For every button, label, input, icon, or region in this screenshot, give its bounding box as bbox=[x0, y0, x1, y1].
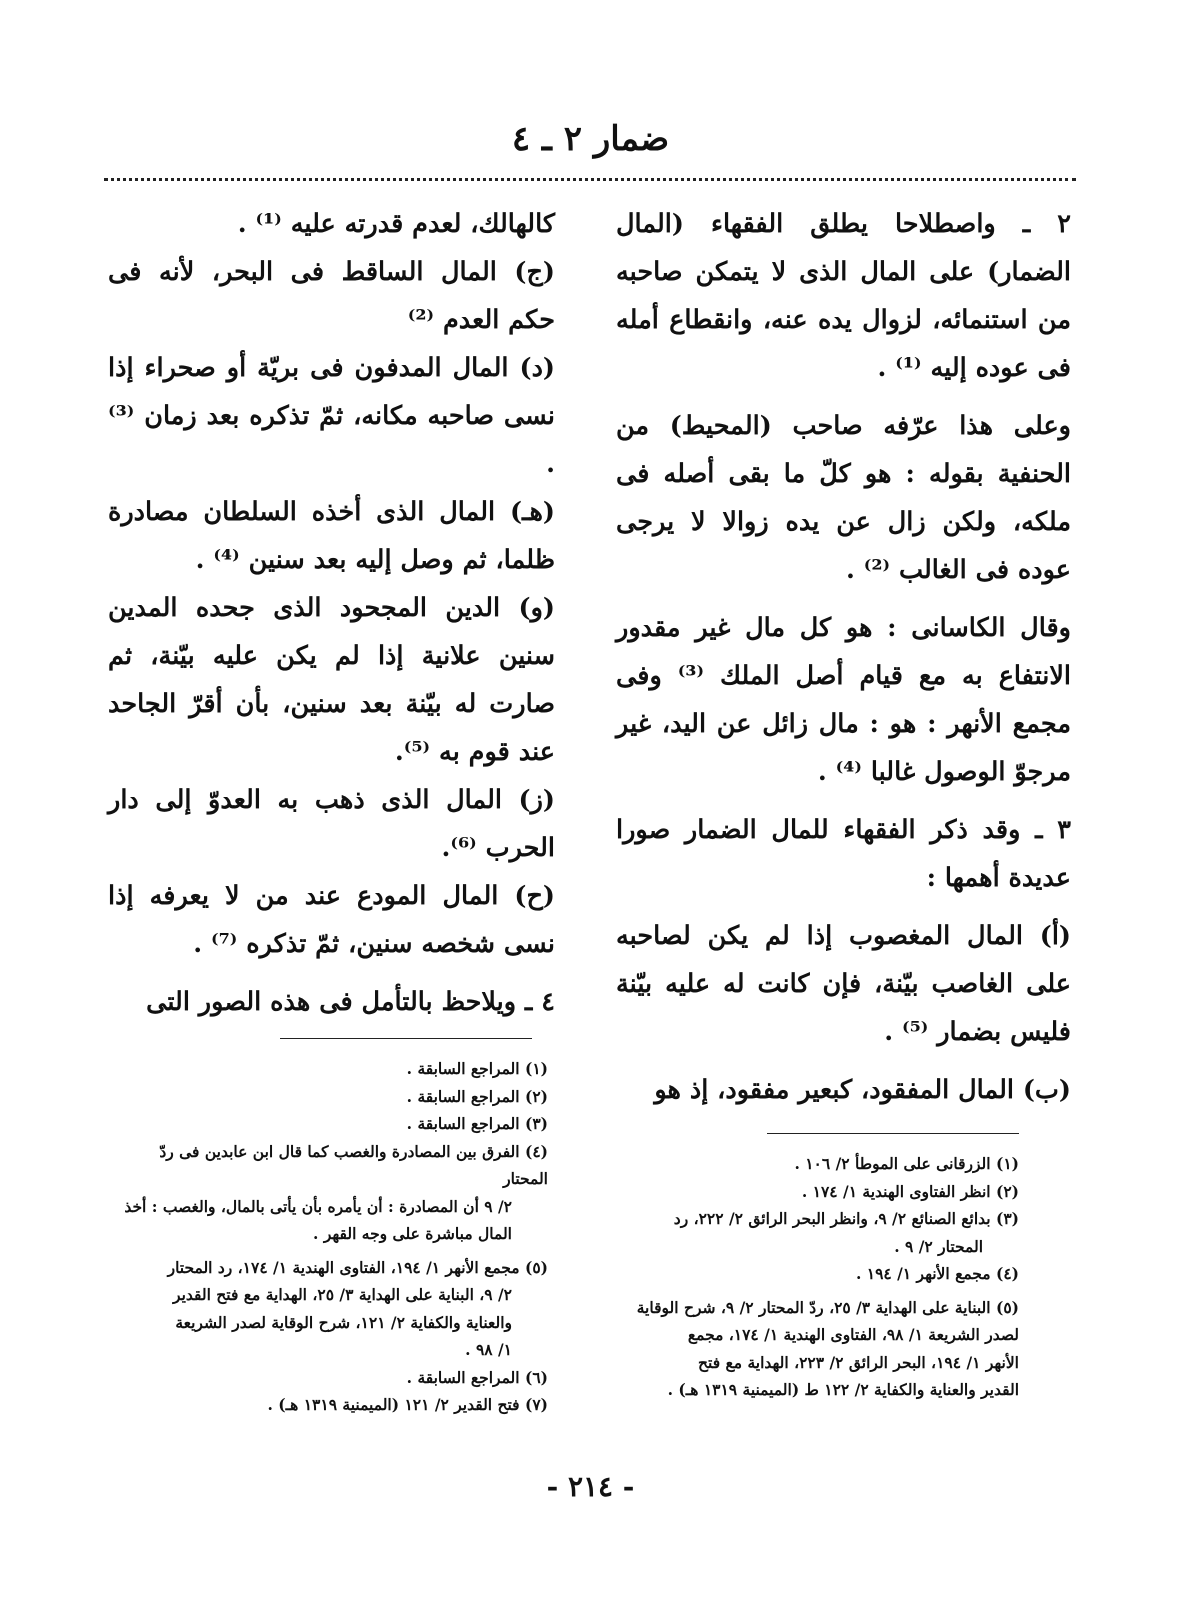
paragraph-muhit-definition: وعلى هذا عرّفه صاحب (المحيط) من الحنفية بقوله : هو كلّ ما بقى أصله فى ملكه، ولكن زال عن يده زوالا لا يرجى عوده فى الغالب ⁽²⁾ . bbox=[616, 411, 1071, 585]
paragraph-item-z: (ز) المال الذى ذهب به العدوّ إلى دار الحرب ⁽⁶⁾. bbox=[108, 785, 555, 863]
footnote-left-4-line-2: ٢/ ٩ أن المصادرة : أن يأمره بأن يأتى بالمال، والغصب : أخذ bbox=[124, 1196, 512, 1216]
footnote-right-5-line-4: القدير والعناية والكفاية ٢/ ١٢٢ ط (الميمنية ١٣١٩ هـ) . bbox=[667, 1380, 1019, 1399]
footnote-left-3: (٣) المراجع السابقة . bbox=[406, 1114, 548, 1133]
footnote-left-2: (٢) المراجع السابقة . bbox=[406, 1086, 548, 1106]
footnote-right-3-line-2: المحتار ٢/ ٩ . bbox=[894, 1236, 983, 1256]
footnote-left-1: (١) المراجع السابقة . bbox=[406, 1059, 548, 1078]
footnote-right-5-line-3: الأنهر ١/ ١٩٤، البحر الرائق ٢/ ٢٢٣، الهداية مع فتح bbox=[698, 1352, 1019, 1372]
footnote-left-7: (٧) فتح القدير ٢/ ١٢١ (الميمنية ١٣١٩ هـ) . bbox=[267, 1395, 548, 1414]
right-footnote-rule bbox=[767, 1133, 1019, 1134]
paragraph-item-ha: (ح) المال المودع عند من لا يعرفه إذا نسى شخصه سنين، ثمّ تذكره ⁽⁷⁾ . bbox=[108, 881, 555, 959]
paragraph-item-w: (و) الدين المجحود الذى جحده المدين سنين علانية إذا لم يكن عليه بيّنة، ثم صارت له بيّنة بعد سنين، بأن أقرّ الجاحد عند قوم به ⁽⁵⁾. bbox=[108, 593, 555, 767]
paragraph-item-h: (هـ) المال الذى أخذه السلطان مصادرة ظلما، ثم وصل إليه بعد سنين ⁽⁴⁾ . bbox=[108, 497, 555, 575]
footnote-left-4-line-3: المال مباشرة على وجه القهر . bbox=[313, 1224, 512, 1243]
header-dotted-rule bbox=[104, 178, 1076, 181]
footnote-right-2: (٢) انظر الفتاوى الهندية ١/ ١٧٤ . bbox=[801, 1181, 1019, 1201]
paragraph-kasani-definition: وقال الكاسانى : هو كل مال غير مقدور الانتفاع به مع قيام أصل الملك ⁽³⁾ وفى مجمع الأنهر : هو : مال زائل عن اليد، غير مرجوّ الوصول غالبا ⁽⁴⁾ . bbox=[616, 613, 1072, 787]
paragraph-item-b-continued: كالهالك، لعدم قدرته عليه ⁽¹⁾ . bbox=[237, 209, 555, 239]
right-column bbox=[616, 200, 1071, 1114]
footnote-right-4: (٤) مجمع الأنهر ١/ ١٩٤ . bbox=[855, 1264, 1019, 1283]
right-footnotes bbox=[561, 1150, 1019, 1404]
footnote-left-4: (٤) الفرق بين المصادرة والغصب كما قال ابن عابدين فى ردّ المحتار bbox=[159, 1141, 548, 1188]
left-footnotes bbox=[118, 1055, 548, 1419]
footnote-right-5: (٥) البناية على الهداية ٣/ ٢٥، ردّ المحتار ٢/ ٩، شرح الوقاية bbox=[636, 1297, 1019, 1317]
paragraph-item-b: (ب) المال المفقود، كبعير مفقود، إذ هو bbox=[654, 1075, 1071, 1105]
footnote-left-5-line-4: ١/ ٩٨ . bbox=[465, 1340, 512, 1359]
paragraph-4-start: ٤ ـ ويلاحظ بالتأمل فى هذه الصور التى bbox=[146, 987, 555, 1017]
footnote-right-1: (١) الزرقانى على الموطأ ٢/ ١٠٦ . bbox=[794, 1154, 1019, 1173]
footnote-right-5-line-2: لصدر الشريعة ١/ ٩٨، الفتاوى الهندية ١/ ١٧٤، مجمع bbox=[687, 1325, 1019, 1344]
footnote-left-5-line-2: ٢/ ٩، البناية على الهداية ٣/ ٢٥، الهداية مع فتح القدير bbox=[173, 1285, 512, 1304]
left-column bbox=[108, 200, 555, 1026]
paragraph-3-intro: ٣ ـ وقد ذكر الفقهاء للمال الضمار صورا عديدة أهمها : bbox=[616, 815, 1071, 893]
page-header-title: ضمار ٢ ـ ٤ bbox=[511, 119, 670, 159]
footnote-left-5: (٥) مجمع الأنهر ١/ ١٩٤، الفتاوى الهندية ١/ ١٧٤، رد المحتار bbox=[167, 1257, 548, 1277]
footnote-left-5-line-3: والعناية والكفاية ٢/ ١٢١، شرح الوقاية لصدر الشريعة bbox=[175, 1312, 512, 1332]
paragraph-2-definition: ٢ ـ واصطلاحا يطلق الفقهاء (المال الضمار) على المال الذى لا يتمكن صاحبه من استنمائه، لزوال يده عنه، وانقطاع أمله فى عوده إليه ⁽¹⁾ . bbox=[616, 209, 1071, 383]
page-number: - ٢١٤ - bbox=[546, 1470, 635, 1503]
footnote-left-6: (٦) المراجع السابقة . bbox=[406, 1367, 548, 1387]
left-footnote-rule bbox=[280, 1038, 532, 1039]
paragraph-item-d: (د) المال المدفون فى بريّة أو صحراء إذا نسى صاحبه مكانه، ثمّ تذكره بعد زمان ⁽³⁾ . bbox=[108, 353, 555, 479]
footnote-right-3: (٣) بدائع الصنائع ٢/ ٩، وانظر البحر الرائق ٢/ ٢٢٢، رد bbox=[673, 1209, 1019, 1228]
paragraph-item-a: (أ) المال المغصوب إذا لم يكن لصاحبه على الغاصب بيّنة، فإن كانت له عليه بيّنة فليس بضمار ⁽⁵⁾ . bbox=[616, 921, 1071, 1047]
paragraph-item-j: (ج) المال الساقط فى البحر، لأنه فى حكم العدم ⁽²⁾ bbox=[108, 257, 555, 335]
